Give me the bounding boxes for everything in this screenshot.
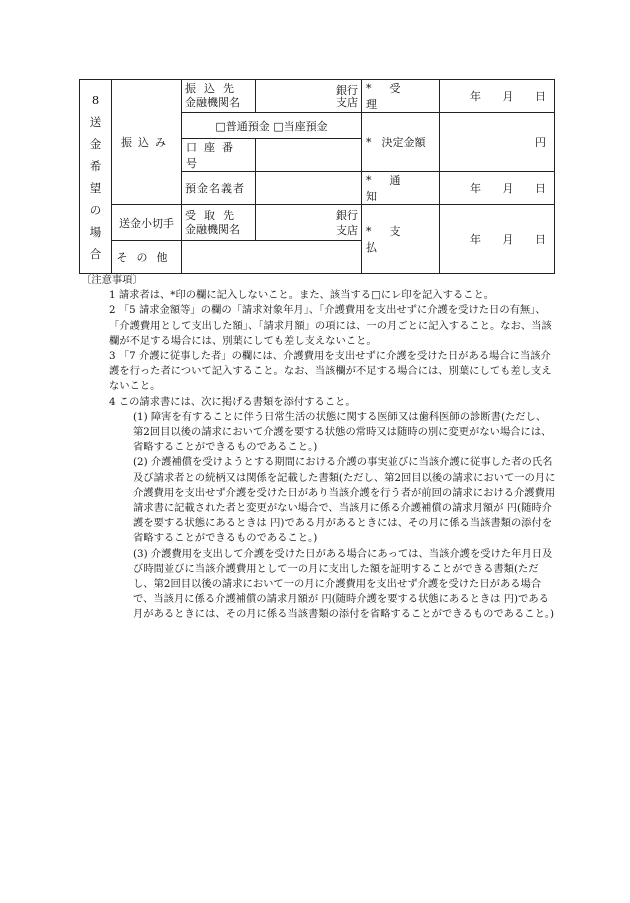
payment-date-field[interactable]: 年 月 日 — [440, 205, 555, 274]
account-holder-label: 預金名義者 — [182, 172, 256, 205]
decision-amount-field[interactable]: 円 — [440, 113, 555, 172]
note-3: 3 「7 介護に従事した者」の欄には、介護費用を支出せずに介護を受けた日がある場合に当該介護を行った者について記入すること。なお、当該欄が不足する場合には、別葉にしても差し支えないこと。 — [109, 350, 552, 393]
note-2: 2 「5 請求金額等」の欄の「請求対象年月」、「介護費用を支出せずに介護を受けた日の有無」、「介護費用として支出した額」、「請求月額」の項には、一の月ごとに記入すること。なお、当該欄が不足する場合には、別葉にしても差し支えないこと。 — [109, 304, 552, 347]
notes-heading: 〔注意事項〕 — [81, 274, 143, 286]
note-4-1: (1) 障害を有することに伴う日常生活の状態に関する医師又は歯科医師の診断書(ただし、第2回目以後の請求において介護を要する状態の常時又は随時の別に変更がない場合には、省略することができるものであること。) — [133, 410, 552, 454]
note-4-3: (3) 介護費用を支出して介護を受けた日がある場合にあっては、当該介護を受けた年月日及び時間並びに当該介護費用として一の月に支出した額を証明することができる書類(ただし、第2回目以後の請求において一の月に介護費用を支出せず介護を受けた日がある場合で、当該月に係る介護補償の請求月額が 円(随時介護を要する状態にあるときは 円)である月があるときには、その月に係る当該書類の添付を省略することができるものであること。) — [133, 547, 555, 621]
receive-bank-field[interactable]: 銀行 支店 — [256, 205, 362, 241]
account-number-label: 口座番号 — [182, 139, 256, 172]
receive-bank-label: 受取先 金融機関名 — [182, 205, 256, 241]
payment-label: * 支払 — [362, 205, 440, 274]
receipt-label: * 受理 — [362, 80, 440, 113]
other-label: その他 — [112, 241, 182, 274]
note-4: 4 この請求書には、次に掲げる書類を添付すること。 — [109, 395, 356, 408]
bank-label: 振込先 金融機関名 — [182, 80, 256, 113]
decision-amount-label: * 決定金額 — [362, 113, 440, 172]
notice-date-field[interactable]: 年 月 日 — [440, 172, 555, 205]
notes-section — [81, 273, 556, 623]
account-type-checkboxes[interactable]: □普通預金 □当座預金 — [182, 113, 362, 139]
other-field[interactable] — [182, 241, 362, 274]
note-1: 1 請求者は、*印の欄に記入しないこと。また、該当する□にレ印を記入すること。 — [109, 289, 495, 302]
furikomi-label: 振込み — [112, 80, 182, 205]
check-label: 送金小切手 — [112, 205, 182, 241]
bank-name-field[interactable]: 銀行 支店 — [256, 80, 362, 113]
remittance-form-table — [79, 79, 555, 274]
account-holder-field[interactable] — [256, 172, 362, 205]
note-4-2: (2) 介護補償を受けようとする期間における介護の事実並びに当該介護に従事した者の氏名及び請求者との続柄又は関係を記載した書類(ただし、第2回目以後の請求において一の月に介護費用を支出せず介護を受けた日があり当該介護を行う者が前回の請求における介護費用請求書に記載された者と変更がない場合で、当該月に係る介護補償の請求月額が 円(随時介護を要する状態にあるときは 円)である月があるときには、その月に係る当該書類の添付を省略することができるものであること。) — [133, 456, 556, 545]
section-label: 8 送 金 希 望 の 場 合 — [80, 80, 112, 274]
notice-label: * 通知 — [362, 172, 440, 205]
receipt-date-field[interactable]: 年 月 日 — [440, 80, 555, 113]
account-number-field[interactable] — [256, 139, 362, 172]
